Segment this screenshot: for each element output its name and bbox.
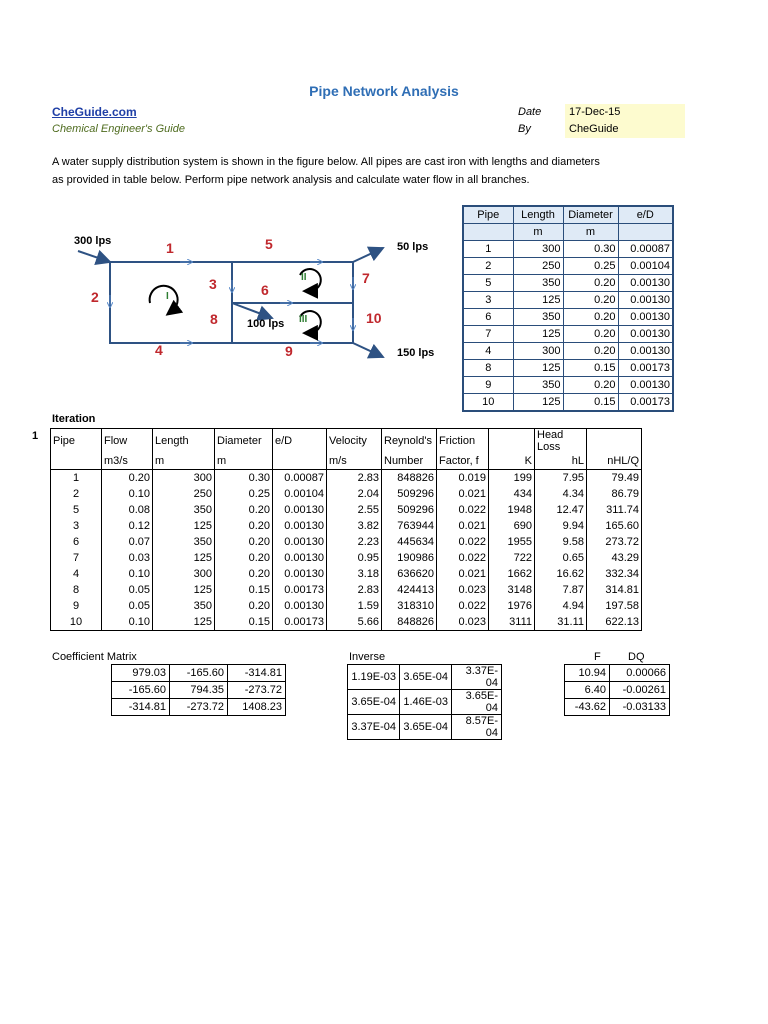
unit-pipe — [463, 224, 513, 241]
table-cell: 0.20 — [215, 566, 273, 582]
column-header: nHL/Q — [587, 453, 642, 470]
pipe-label-10: 10 — [366, 310, 382, 326]
table-row — [463, 394, 673, 412]
table-cell: 10 — [463, 394, 513, 412]
table-cell: 350 — [513, 275, 563, 292]
table-cell: 79.49 — [587, 470, 642, 487]
table-cell: 3148 — [489, 582, 535, 598]
matrix-row — [565, 665, 670, 682]
inflow-arrow — [78, 251, 110, 262]
table-cell: 2 — [463, 258, 513, 275]
table-cell: 125 — [153, 550, 215, 566]
table-cell: 314.81 — [587, 582, 642, 598]
table-cell: 0.20 — [215, 518, 273, 534]
table-cell: 0.12 — [102, 518, 153, 534]
table-cell: 4 — [463, 343, 513, 360]
table-cell: 125 — [153, 614, 215, 631]
matrix-row — [348, 715, 502, 740]
column-header: Velocity — [327, 429, 382, 454]
table-cell: 0.08 — [102, 502, 153, 518]
table-cell: 0.20 — [563, 377, 618, 394]
matrix-cell: 1408.23 — [228, 699, 286, 716]
table-cell: 509296 — [382, 486, 437, 502]
table-cell: 0.00130 — [273, 598, 327, 614]
table-cell: 2.83 — [327, 582, 382, 598]
table-cell: 0.00130 — [273, 566, 327, 582]
table-cell: 0.00130 — [273, 518, 327, 534]
table-cell: 1948 — [489, 502, 535, 518]
table-cell: 1 — [51, 470, 102, 487]
loop-1-arrow — [150, 286, 178, 311]
loop-label-1: I — [166, 291, 169, 302]
table-row — [51, 614, 642, 631]
matrix-row — [565, 682, 670, 699]
matrix-cell: 3.65E-04 — [400, 715, 452, 740]
table-cell: 250 — [513, 258, 563, 275]
table-cell: 0.15 — [563, 394, 618, 412]
table-row — [463, 343, 673, 360]
column-header: Head Loss — [535, 429, 587, 454]
table-cell: 1976 — [489, 598, 535, 614]
column-header — [489, 429, 535, 454]
table-cell: 0.00130 — [618, 326, 673, 343]
table-cell: 9.94 — [535, 518, 587, 534]
table-cell: 0.00130 — [273, 534, 327, 550]
table-row — [51, 598, 642, 614]
table-cell: 4 — [51, 566, 102, 582]
matrix-cell: 3.65E-04 — [348, 690, 400, 715]
table-cell: 8 — [463, 360, 513, 377]
table-cell: 424413 — [382, 582, 437, 598]
matrix-cell: 10.94 — [565, 665, 610, 682]
table-cell: 3 — [51, 518, 102, 534]
pipe-label-7: 7 — [362, 270, 370, 286]
table-cell: 0.03 — [102, 550, 153, 566]
table-cell: 0.10 — [102, 486, 153, 502]
table-cell: 7.95 — [535, 470, 587, 487]
pipe-label-2: 2 — [91, 289, 99, 305]
table-cell: 0.00130 — [618, 309, 673, 326]
col-ed: e/D — [618, 206, 673, 224]
table-cell: 0.07 — [102, 534, 153, 550]
table-cell: 43.29 — [587, 550, 642, 566]
table-cell: 12.47 — [535, 502, 587, 518]
matrix-row — [112, 682, 286, 699]
unit-diameter: m — [563, 224, 618, 241]
dq-label: DQ — [628, 651, 645, 663]
table-row — [463, 326, 673, 343]
outflow-top-label: 50 lps — [397, 241, 429, 253]
f-label: F — [594, 651, 601, 663]
table-cell: 350 — [513, 377, 563, 394]
table-cell: 0.00130 — [618, 377, 673, 394]
table-cell: 0.00104 — [273, 486, 327, 502]
site-link[interactable]: CheGuide.com — [52, 105, 137, 119]
matrix-cell: 6.40 — [565, 682, 610, 699]
table-row — [51, 486, 642, 502]
table-cell: 125 — [513, 360, 563, 377]
matrix-row — [565, 699, 670, 716]
column-header: Number — [382, 453, 437, 470]
table-cell: 125 — [153, 582, 215, 598]
matrix-row — [348, 690, 502, 715]
matrix-cell: 3.65E-04 — [400, 665, 452, 690]
table-cell: 197.58 — [587, 598, 642, 614]
table-cell: 0.022 — [437, 598, 489, 614]
table-cell: 350 — [153, 534, 215, 550]
iteration-table — [50, 428, 642, 631]
table-row — [463, 292, 673, 309]
table-cell: 0.05 — [102, 582, 153, 598]
date-value: 17-Dec-15 — [569, 106, 621, 118]
table-cell: 300 — [513, 241, 563, 258]
table-cell: 16.62 — [535, 566, 587, 582]
table-cell: 0.20 — [215, 502, 273, 518]
table-cell: 0.019 — [437, 470, 489, 487]
by-value: CheGuide — [569, 123, 619, 135]
coef-matrix-label: Coefficient Matrix — [52, 651, 137, 663]
column-header: m/s — [327, 453, 382, 470]
table-row — [51, 566, 642, 582]
table-cell: 722 — [489, 550, 535, 566]
f-dq-matrix — [564, 664, 670, 716]
matrix-cell: -314.81 — [112, 699, 170, 716]
iteration-number: 1 — [32, 430, 39, 442]
date-label: Date — [518, 106, 542, 118]
outflow-bottom-label: 150 lps — [397, 347, 435, 359]
matrix-cell: -314.81 — [228, 665, 286, 682]
pipe-label-8: 8 — [210, 311, 218, 327]
column-header: Flow — [102, 429, 153, 454]
table-cell: 300 — [153, 470, 215, 487]
table-cell: 0.00104 — [618, 258, 673, 275]
table-cell: 0.00173 — [273, 614, 327, 631]
table-row — [463, 275, 673, 292]
table-cell: 3.82 — [327, 518, 382, 534]
table-cell: 0.021 — [437, 566, 489, 582]
site-subtitle: Chemical Engineer's Guide — [52, 123, 185, 135]
table-cell: 0.30 — [215, 470, 273, 487]
table-cell: 763944 — [382, 518, 437, 534]
matrix-cell: 0.00066 — [610, 665, 670, 682]
inflow-label: 300 lps — [74, 235, 112, 247]
table-cell: 0.00087 — [618, 241, 673, 258]
matrix-cell: -0.00261 — [610, 682, 670, 699]
matrix-cell: -0.03133 — [610, 699, 670, 716]
table-cell: 273.72 — [587, 534, 642, 550]
table-row — [463, 241, 673, 258]
table-cell: 0.00130 — [618, 275, 673, 292]
problem-statement: A water supply distribution system is shown in the figure below. All pipes are cast iron with lengths and diameters as provided in table below. Perform pipe network analysis and calculate water flow in all branches. — [52, 156, 600, 186]
matrix-cell: 8.57E-04 — [452, 715, 502, 740]
table-cell: 848826 — [382, 614, 437, 631]
outflow-mid-label: 100 lps — [247, 318, 285, 330]
outflow-mid-arrow — [232, 303, 272, 318]
table-cell: 250 — [153, 486, 215, 502]
matrix-cell: 979.03 — [112, 665, 170, 682]
table-cell: 190986 — [382, 550, 437, 566]
table-cell: 6 — [51, 534, 102, 550]
column-header: m3/s — [102, 453, 153, 470]
pipe-label-3: 3 — [209, 276, 217, 292]
loop-label-3: III — [299, 314, 308, 325]
table-cell: 3 — [463, 292, 513, 309]
table-row — [463, 309, 673, 326]
table-cell: 0.05 — [102, 598, 153, 614]
table-cell: 0.20 — [563, 326, 618, 343]
table-cell: 86.79 — [587, 486, 642, 502]
matrix-cell: 3.65E-04 — [452, 690, 502, 715]
table-cell: 0.00130 — [618, 343, 673, 360]
matrix-cell: 3.37E-04 — [348, 715, 400, 740]
column-header: Diameter — [215, 429, 273, 454]
table-cell: 9 — [51, 598, 102, 614]
table-cell: 0.15 — [215, 582, 273, 598]
col-diameter: Diameter — [563, 206, 618, 224]
pipe-label-5: 5 — [265, 236, 273, 252]
table-cell: 0.20 — [563, 292, 618, 309]
column-header — [273, 453, 327, 470]
pipe-network-diagram — [60, 225, 450, 375]
table-cell: 5 — [51, 502, 102, 518]
table-cell: 0.20 — [215, 598, 273, 614]
coefficient-matrix — [111, 664, 286, 716]
matrix-cell: 794.35 — [170, 682, 228, 699]
matrix-cell: -43.62 — [565, 699, 610, 716]
table-cell: 0.20 — [563, 275, 618, 292]
table-cell: 0.10 — [102, 566, 153, 582]
table-cell: 0.20 — [215, 534, 273, 550]
column-header: m — [153, 453, 215, 470]
column-header — [51, 453, 102, 470]
table-cell: 0.022 — [437, 534, 489, 550]
table-cell: 1955 — [489, 534, 535, 550]
inverse-matrix — [347, 664, 502, 740]
table-cell: 0.00173 — [618, 394, 673, 412]
table-cell: 2.83 — [327, 470, 382, 487]
pipe-data-table — [462, 205, 674, 412]
table-cell: 31.11 — [535, 614, 587, 631]
table-cell: 3.18 — [327, 566, 382, 582]
table-row — [463, 360, 673, 377]
outflow-top-arrow — [353, 248, 383, 262]
table-row — [51, 518, 642, 534]
table-cell: 0.15 — [563, 360, 618, 377]
table-row — [51, 550, 642, 566]
table-row — [51, 582, 642, 598]
matrix-cell: 1.19E-03 — [348, 665, 400, 690]
unit-length: m — [513, 224, 563, 241]
inverse-label: Inverse — [349, 651, 386, 663]
column-header: K — [489, 453, 535, 470]
column-header: Factor, f — [437, 453, 489, 470]
matrix-row — [112, 665, 286, 682]
table-row — [51, 534, 642, 550]
table-cell: 300 — [153, 566, 215, 582]
matrix-cell: -165.60 — [170, 665, 228, 682]
table-cell: 0.30 — [563, 241, 618, 258]
table-cell: 1662 — [489, 566, 535, 582]
table-cell: 0.021 — [437, 518, 489, 534]
page-title: Pipe Network Analysis — [309, 83, 459, 99]
column-header: Reynold's — [382, 429, 437, 454]
table-cell: 311.74 — [587, 502, 642, 518]
table-row — [463, 377, 673, 394]
table-cell: 3111 — [489, 614, 535, 631]
table-cell: 318310 — [382, 598, 437, 614]
table-cell: 0.00130 — [618, 292, 673, 309]
table-cell: 7 — [463, 326, 513, 343]
table-cell: 0.00173 — [618, 360, 673, 377]
table-cell: 1.59 — [327, 598, 382, 614]
pipe-label-4: 4 — [155, 342, 163, 358]
table-cell: 165.60 — [587, 518, 642, 534]
table-cell: 0.022 — [437, 550, 489, 566]
table-cell: 0.00130 — [273, 502, 327, 518]
table-cell: 7 — [51, 550, 102, 566]
table-cell: 0.25 — [563, 258, 618, 275]
table-cell: 2.55 — [327, 502, 382, 518]
column-header: m — [215, 453, 273, 470]
table-cell: 434 — [489, 486, 535, 502]
pipe-label-1: 1 — [166, 240, 174, 256]
column-header: Friction — [437, 429, 489, 454]
table-cell: 0.15 — [215, 614, 273, 631]
table-cell: 0.25 — [215, 486, 273, 502]
table-cell: 0.021 — [437, 486, 489, 502]
table-cell: 622.13 — [587, 614, 642, 631]
table-cell: 0.023 — [437, 614, 489, 631]
table-cell: 0.023 — [437, 582, 489, 598]
matrix-row — [348, 665, 502, 690]
column-header: e/D — [273, 429, 327, 454]
matrix-cell: 3.37E-04 — [452, 665, 502, 690]
table-cell: 300 — [513, 343, 563, 360]
table-cell: 509296 — [382, 502, 437, 518]
table-cell: 125 — [513, 292, 563, 309]
loop-label-2: II — [301, 272, 307, 283]
table-cell: 0.022 — [437, 502, 489, 518]
column-header: Length — [153, 429, 215, 454]
table-cell: 199 — [489, 470, 535, 487]
matrix-cell: -273.72 — [170, 699, 228, 716]
table-cell: 125 — [153, 518, 215, 534]
table-cell: 5.66 — [327, 614, 382, 631]
col-length: Length — [513, 206, 563, 224]
table-cell: 0.00130 — [273, 550, 327, 566]
table-cell: 1 — [463, 241, 513, 258]
table-cell: 10 — [51, 614, 102, 631]
table-cell: 0.20 — [563, 309, 618, 326]
table-cell: 848826 — [382, 470, 437, 487]
table-cell: 8 — [51, 582, 102, 598]
column-header — [587, 429, 642, 454]
table-cell: 0.00173 — [273, 582, 327, 598]
table-cell: 0.00087 — [273, 470, 327, 487]
table-row — [463, 258, 673, 275]
pipe-label-9: 9 — [285, 343, 293, 359]
by-label: By — [518, 123, 531, 135]
outflow-bottom-arrow — [353, 343, 383, 357]
matrix-row — [112, 699, 286, 716]
table-cell: 5 — [463, 275, 513, 292]
pipe-label-6: 6 — [261, 282, 269, 298]
column-header: Pipe — [51, 429, 102, 454]
table-cell: 125 — [513, 326, 563, 343]
table-cell: 0.20 — [563, 343, 618, 360]
table-cell: 350 — [153, 598, 215, 614]
table-cell: 445634 — [382, 534, 437, 550]
table-cell: 0.10 — [102, 614, 153, 631]
table-cell: 9 — [463, 377, 513, 394]
col-pipe: Pipe — [463, 206, 513, 224]
table-cell: 2.23 — [327, 534, 382, 550]
column-header: hL — [535, 453, 587, 470]
matrix-cell: 1.46E-03 — [400, 690, 452, 715]
table-cell: 125 — [513, 394, 563, 412]
table-cell: 332.34 — [587, 566, 642, 582]
matrix-cell: -273.72 — [228, 682, 286, 699]
table-cell: 350 — [153, 502, 215, 518]
table-cell: 4.94 — [535, 598, 587, 614]
table-cell: 636620 — [382, 566, 437, 582]
table-cell: 2.04 — [327, 486, 382, 502]
table-cell: 0.20 — [102, 470, 153, 487]
table-row — [51, 470, 642, 487]
table-cell: 6 — [463, 309, 513, 326]
table-cell: 2 — [51, 486, 102, 502]
table-cell: 0.95 — [327, 550, 382, 566]
table-cell: 4.34 — [535, 486, 587, 502]
table-cell: 0.65 — [535, 550, 587, 566]
table-cell: 7.87 — [535, 582, 587, 598]
matrix-cell: -165.60 — [112, 682, 170, 699]
unit-ed — [618, 224, 673, 241]
table-cell: 350 — [513, 309, 563, 326]
table-row — [51, 502, 642, 518]
table-cell: 0.20 — [215, 550, 273, 566]
iteration-label: Iteration — [52, 413, 96, 425]
table-cell: 690 — [489, 518, 535, 534]
table-cell: 9.58 — [535, 534, 587, 550]
